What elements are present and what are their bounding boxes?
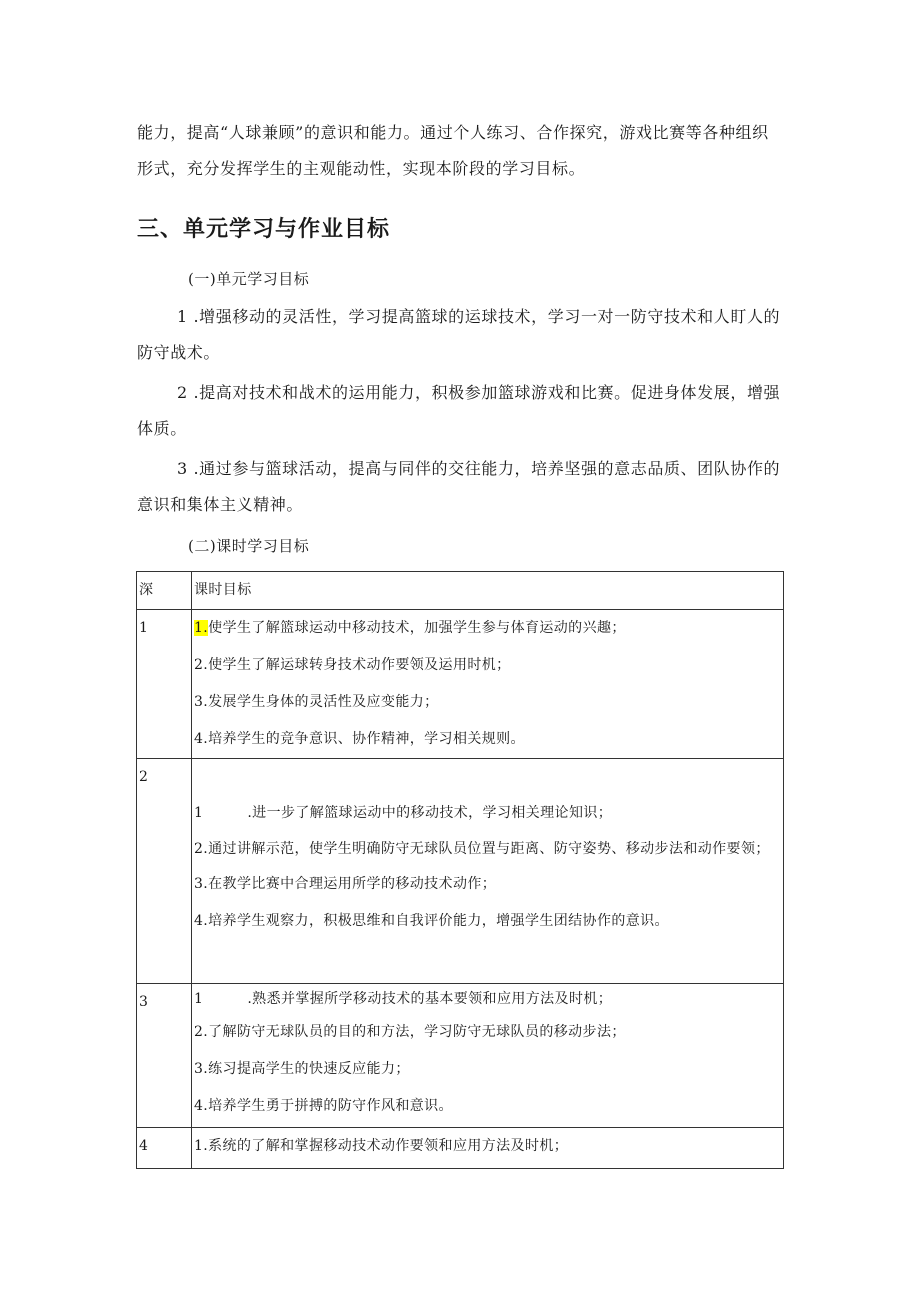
- goal-item: 1 .熟悉并掌握所学移动技术的基本要领和应用方法及时机；: [194, 991, 613, 1007]
- table-row: [137, 610, 784, 759]
- highlighted-number: 1.: [194, 620, 209, 636]
- unit-goals-heading: (一)单元学习目标: [188, 270, 310, 288]
- goal-item: 1.使学生了解篮球运动中移动技术，加强学生参与体育运动的兴趣；: [194, 620, 626, 636]
- intro-paragraph: [137, 115, 787, 187]
- row-number: 2: [137, 759, 192, 984]
- table-row: [137, 1128, 784, 1169]
- row-goals: [192, 610, 784, 759]
- unit-goal-1: 1 .增强移动的灵活性，学习提高篮球的运球技术，学习一对一防守技术和人盯人的防守战术。: [137, 307, 781, 362]
- lesson-goals-table: [136, 571, 784, 1169]
- goal-item: 2.通过讲解示范，使学生明确防守无球队员位置与距离、防守姿势、移动步法和动作要领；: [194, 841, 770, 857]
- goal-item: 1.系统的了解和掌握移动技术动作要领和应用方法及时机；: [194, 1138, 569, 1154]
- intro-line-2: 形式，充分发挥学生的主观能动性，实现本阶段的学习目标。: [137, 159, 586, 178]
- row-goals: [192, 759, 784, 984]
- row-number: 1: [137, 610, 192, 759]
- goal-item: 4.培养学生勇于拼搏的防守作风和意识。: [194, 1098, 453, 1114]
- goal-item: 3.发展学生身体的灵活性及应变能力；: [194, 694, 439, 710]
- row-goals: [192, 984, 784, 1128]
- goal-item: 2.了解防守无球队员的目的和方法，学习防守无球队员的移动步法；: [194, 1024, 626, 1040]
- lesson-goals-heading: (二)课时学习目标: [188, 537, 310, 555]
- header-col-2: 课时目标: [192, 572, 784, 610]
- table-row: [137, 984, 784, 1128]
- unit-goal-2: 2 .提高对技术和战术的运用能力，积极参加篮球游戏和比赛。促进身体发展，增强体质。: [137, 383, 781, 438]
- intro-line-1: 能力，提高“人球兼顾”的意识和能力。通过个人练习、合作探究，游戏比赛等各种组织: [137, 123, 769, 142]
- goal-item: 3.在教学比赛中合理运用所学的移动技术动作；: [194, 876, 497, 892]
- goal-item: 4.培养学生的竞争意识、协作精神，学习相关规则。: [194, 731, 525, 747]
- row-number: 4: [137, 1128, 192, 1169]
- row-number: 3: [137, 984, 192, 1128]
- table-header-row: [137, 572, 784, 610]
- goal-item: 4.培养学生观察力，积极思维和自我评价能力，增强学生团结协作的意识。: [194, 913, 669, 929]
- header-col-1: 深: [137, 572, 192, 610]
- goal-item: 2.使学生了解运球转身技术动作要领及运用时机；: [194, 657, 511, 673]
- section-heading: 三、单元学习与作业目标: [137, 217, 391, 242]
- unit-goal-3: 3 .通过参与篮球活动，提高与同伴的交往能力，培养坚强的意志品质、团队协作的意识和集体主义精神。: [137, 459, 781, 514]
- row-goals: [192, 1128, 784, 1169]
- table-row: [137, 759, 784, 984]
- goal-item: 1 .进一步了解篮球运动中的移动技术，学习相关理论知识；: [194, 805, 613, 821]
- goal-item: 3.练习提高学生的快速反应能力；: [194, 1061, 410, 1077]
